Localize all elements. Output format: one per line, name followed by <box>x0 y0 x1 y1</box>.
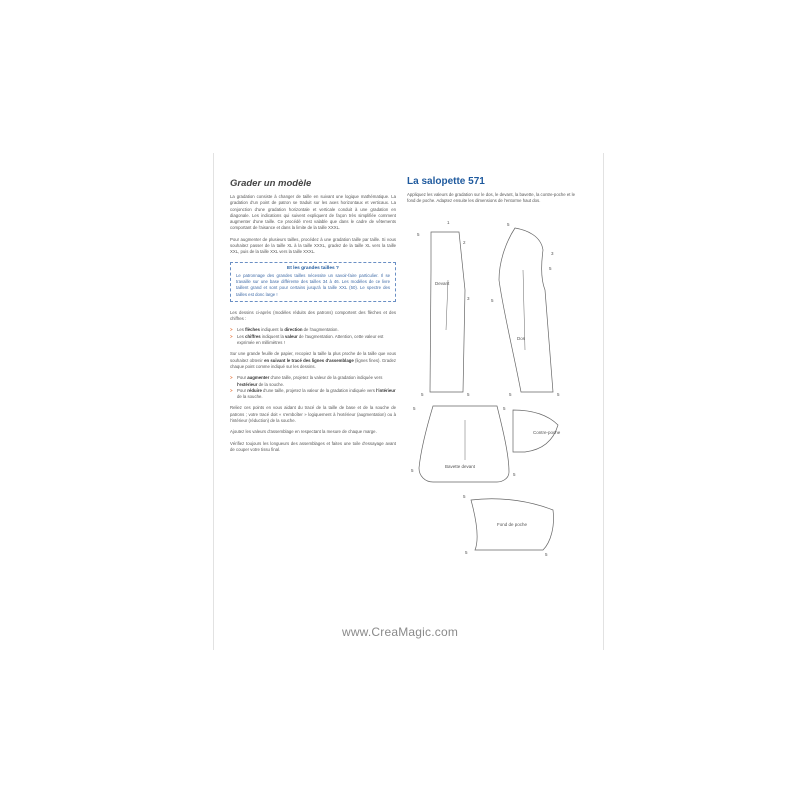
paragraph-link-points: Reliez ces points en vous aidant du tracé de la taille de base et de la souche de patrons ; votre tracé doit « s'emboîter » logiquement à l'extérieur (augmentation) ou à l'intérieur (réduction) de la souche. <box>230 405 396 424</box>
svg-text:5: 5 <box>413 406 416 411</box>
pattern-drawing <box>403 210 588 565</box>
pocket-facing-label: Contre-poche <box>533 430 561 435</box>
large-sizes-text: Le patronnage des grandes tailles nécessite un savoir-faire particulier. Il se travaille sur une base différente des tailles 34 à 46. Les modèles de ce livre taillent grand et sont pour certains jusqu'à la taille XXL (50). Le spectre des tailles est donc large ! <box>236 272 390 297</box>
large-sizes-title: Et les grandes tailles ? <box>287 265 339 271</box>
svg-text:3: 3 <box>551 251 554 256</box>
svg-text:5: 5 <box>507 222 510 227</box>
svg-text:5: 5 <box>411 468 414 473</box>
list-item: > Pour augmenter d'une taille, projetez la valeur de la gradation indiquée vers l'extérieur de la souche. <box>230 375 383 387</box>
svg-text:5: 5 <box>509 392 512 397</box>
list-item: > Les chiffres indiquent la valeur de l'augmentation. Attention, cette valeur est exprimée en millimètres ! <box>230 333 384 346</box>
left-column <box>230 178 396 458</box>
svg-text:5: 5 <box>545 552 548 557</box>
svg-text:5: 5 <box>467 392 470 397</box>
increase-reduce-list <box>230 375 396 400</box>
svg-text:5: 5 <box>491 298 494 303</box>
bullet-arrow-icon: > <box>230 333 233 339</box>
large-sizes-box <box>230 262 396 302</box>
list-item: > Les flèches indiquent la direction de l'augmentation. <box>230 327 339 333</box>
back-label: Dos <box>517 336 526 341</box>
paragraph-assembly: Ajoutez les valeurs d'assemblage en respectant la mesure de chaque marge. <box>230 429 377 435</box>
svg-text:5: 5 <box>463 494 466 499</box>
bullet-arrow-icon: > <box>230 387 233 393</box>
pocket-bag-label: Fond de poche <box>497 522 528 527</box>
front-label: Devant <box>435 281 450 286</box>
svg-text:5: 5 <box>549 266 552 271</box>
watermark: www.CreaMagic.com <box>341 625 459 639</box>
svg-text:5: 5 <box>503 406 506 411</box>
back-piece-outline <box>499 228 553 392</box>
salopette-title: La salopette 571 <box>407 176 485 187</box>
grader-title: Grader un modèle <box>230 178 312 189</box>
front-piece-outline <box>430 232 465 392</box>
svg-text:5: 5 <box>513 472 516 477</box>
svg-text:5: 5 <box>421 392 424 397</box>
bib-piece-outline <box>419 406 509 482</box>
paragraph-multi-sizes: Pour augmenter de plusieurs tailles, procédez à une gradation taille par taille. Si vous souhaitez passer de la taille XL à la taille XXXL, gradez de la taille XL vers la taille XXL, puis de la taille XXL vers la taille XXXL. <box>230 236 396 255</box>
paragraph-verify: Vérifiez toujours les longueurs des assemblages et faites une toile d'essayage avant de couper votre tissu final. <box>230 440 396 452</box>
salopette-intro: Appliquez les valeurs de gradation sur le dos, le devant, la bavette, la contre-poche et le fond de poche. Adaptez ensuite les dimensions de l'entorme haut dos. <box>407 192 575 204</box>
pattern-diagrams <box>403 210 588 565</box>
svg-text:5: 5 <box>417 232 420 237</box>
svg-text:1: 1 <box>447 220 450 225</box>
right-column <box>407 176 575 210</box>
bib-label: Bavette devant <box>445 464 476 469</box>
svg-text:5: 5 <box>465 550 468 555</box>
paragraph-drawings: Les dessins ci-après (modèles réduits des patrons) comportent des flèches et des chiffres : <box>230 309 396 322</box>
bullet-arrow-icon: > <box>230 375 233 381</box>
svg-text:3: 3 <box>467 296 470 301</box>
svg-text:5: 5 <box>557 392 560 397</box>
bullet-arrow-icon: > <box>230 327 233 333</box>
paragraph-intro: La gradation consiste à changer de taille en suivant une logique mathématique. La gradation d'un point de patron se traduit sur les axes horizontaux et verticaux. La conjonction d'une gradation horizontale et verticale conduit à une gradation en diagonale. Les indications qui suivent expliquent de façon très simplifiée comment augmenter d'une taille. Ce procédé n'est valable que dans le cadre de vêtements comportant de l'aisance et dans la limite de la taille XXXL. <box>230 194 396 231</box>
paragraph-copy: Sur une grande feuille de papier, recopiez la taille la plus proche de la taille que vous souhaitez obtenir en suivant le tracé des lignes d'assemblage (lignes fines). Gradez chaque point comme indiqué sur les dessins. <box>230 351 397 369</box>
list-item: > Pour réduire d'une taille, projetez la valeur de la gradation indiquée vers l'intérieur de la souche. <box>230 387 396 400</box>
arrows-numbers-list <box>230 327 396 346</box>
svg-text:2: 2 <box>463 240 466 245</box>
